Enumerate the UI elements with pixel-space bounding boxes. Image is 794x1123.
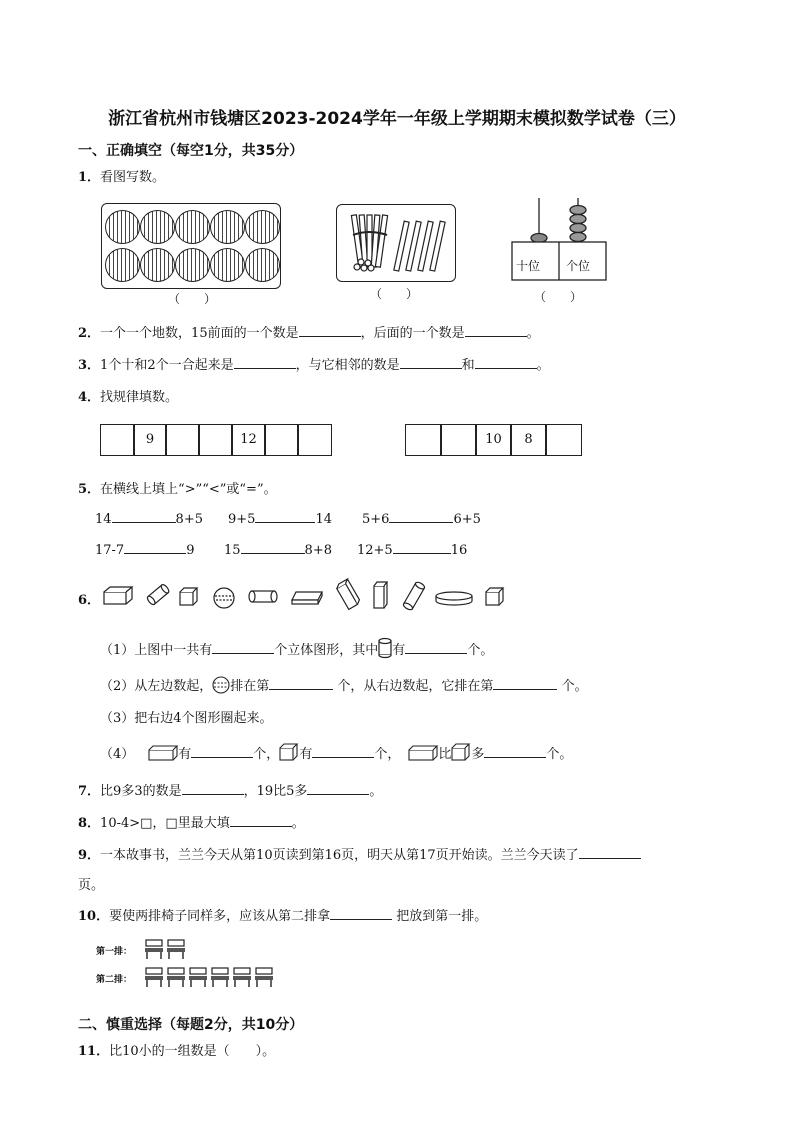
question-1 [78, 166, 165, 185]
sequence-cell[interactable] [264, 424, 299, 456]
sphere-icon [214, 588, 234, 608]
question-number: 2． [78, 326, 101, 341]
question-text: ，后面的一个数是 [360, 326, 465, 341]
answer-blank[interactable] [182, 782, 244, 795]
sequence-cell[interactable] [297, 424, 332, 456]
sequence-cell[interactable]: 9 [133, 424, 167, 456]
question-text: 比9多3的数是 [100, 784, 182, 799]
question-9-cont: 页。 [78, 878, 105, 893]
question-text: 个。 [546, 747, 573, 762]
answer-blank[interactable] [212, 641, 274, 654]
cylinder-icon [402, 581, 425, 611]
compare-item [95, 510, 203, 527]
chairs-illustration [142, 938, 277, 996]
question-number: 11． [78, 1044, 110, 1059]
answer-blank[interactable] [393, 541, 451, 554]
answer-blank[interactable] [330, 907, 392, 920]
cylinder-icon [378, 638, 392, 658]
sequence-cell[interactable] [545, 424, 582, 456]
question-6-part-3: （3）把右边4个图形圈起来。 [100, 711, 273, 726]
watermelon-icon [245, 248, 280, 282]
answer-blank[interactable] [230, 814, 292, 827]
question-text: 个， [253, 747, 280, 762]
abacus-ones-label: 个位 [566, 259, 591, 273]
cube-icon [279, 743, 299, 761]
cuboid-icon [292, 592, 322, 604]
chair-icon [145, 940, 163, 959]
compare-left: 14 [95, 512, 112, 527]
cube-icon [451, 743, 471, 761]
answer-paren: （ ） [534, 290, 583, 304]
question-text: （4） [100, 747, 135, 762]
sticks-box [336, 204, 456, 282]
compare-right: 14 [315, 512, 332, 527]
question-text: ，与它相邻的数是 [295, 358, 400, 373]
question-text: 10-4>□，□里最大填 [100, 816, 230, 831]
cuboid-icon [335, 579, 361, 609]
answer-blank[interactable] [400, 356, 462, 369]
question-text: 在横线上填上“>”“<”或“=”。 [100, 482, 277, 497]
question-text: 有 [299, 747, 313, 762]
question-number: 1． [78, 170, 101, 185]
question-text: 个，从右边数起，它排在第 [333, 679, 494, 694]
question-text: 一个一个地数，15前面的一个数是 [100, 326, 299, 341]
abacus-tens-label: 十位 [516, 259, 541, 273]
compare-right: 8+8 [304, 543, 332, 558]
compare-item [357, 541, 467, 558]
watermelon-icon [210, 248, 245, 282]
answer-blank[interactable] [112, 510, 176, 523]
question-text: 个， [374, 747, 401, 762]
question-5 [78, 478, 277, 497]
answer-blank[interactable] [269, 677, 333, 690]
question-number: 7． [78, 784, 101, 799]
section-1-heading: 一、正确填空（每空1分，共35分） [78, 143, 304, 159]
question-text: 个。 [467, 643, 494, 658]
watermelon-icon [175, 248, 210, 282]
question-number: 5． [78, 482, 101, 497]
cuboid-icon [408, 745, 438, 761]
question-number: 6． [78, 593, 101, 608]
answer-blank[interactable] [579, 846, 641, 859]
answer-blank[interactable] [475, 356, 537, 369]
solid-shapes-row [100, 578, 520, 614]
question-text: （1）上图中一共有 [100, 643, 213, 658]
answer-paren: （ ） [168, 292, 217, 306]
question-11 [78, 1040, 275, 1059]
sequence-cell[interactable]: 12 [231, 424, 266, 456]
question-text: 找规律填数。 [100, 390, 179, 405]
compare-item [95, 541, 195, 558]
compare-right: 6+5 [453, 512, 481, 527]
question-text: 有 [178, 747, 192, 762]
watermelon-icon [140, 210, 175, 244]
question-8 [78, 812, 305, 831]
chair-icon [233, 968, 251, 987]
question-6-part-4 [100, 743, 572, 762]
question-text: （2）从左边数起， [100, 679, 213, 694]
watermelon-icon [245, 210, 280, 244]
question-7 [78, 780, 382, 799]
question-text: 有 [392, 643, 406, 658]
question-number: 9． [78, 848, 101, 863]
question-text: 多 [471, 747, 485, 762]
compare-left: 12+5 [357, 543, 393, 558]
question-text: 排在第 [230, 679, 270, 694]
watermelon-icon [210, 210, 245, 244]
answer-blank[interactable] [405, 641, 467, 654]
question-text: ，19比5多 [243, 784, 308, 799]
question-10 [78, 905, 487, 924]
question-text: 比 [438, 747, 452, 762]
section-2-heading: 二、慎重选择（每题2分，共10分） [78, 1017, 304, 1033]
question-text: 和 [461, 358, 475, 373]
compare-left: 9+5 [228, 512, 256, 527]
question-3 [78, 354, 550, 373]
cuboid-icon [104, 587, 132, 604]
compare-right: 9 [186, 543, 195, 558]
sequence-cell[interactable] [405, 424, 442, 456]
watermelon-icon [105, 248, 140, 282]
cylinder-icon [146, 583, 170, 605]
question-number: 8． [78, 816, 101, 831]
chair-icon [211, 968, 229, 987]
question-text: 。 [526, 326, 540, 341]
stick-bundle-icon [337, 205, 455, 281]
question-text: 一本故事书，兰兰今天从第10页读到第16页，明天从第17页开始读。兰兰今天读了 [100, 848, 579, 863]
answer-blank[interactable] [241, 541, 305, 554]
chair-icon [167, 968, 185, 987]
cube-icon [180, 588, 197, 605]
cuboid-icon [374, 582, 387, 608]
question-number: 4． [78, 390, 101, 405]
watermelon-icon [175, 210, 210, 244]
sequence-cell[interactable] [100, 424, 135, 456]
cylinder-icon [249, 591, 277, 602]
answer-blank[interactable] [465, 324, 527, 337]
question-4 [78, 386, 178, 405]
compare-right: 16 [450, 543, 468, 558]
page-title: 浙江省杭州市钱塘区2023-2024学年一年级上学期期末模拟数学试卷（三） [108, 109, 686, 129]
chair-icon [189, 968, 207, 987]
question-2 [78, 322, 540, 341]
answer-blank[interactable] [307, 782, 369, 795]
answer-blank[interactable] [234, 356, 296, 369]
question-9 [78, 844, 641, 863]
cuboid-icon [148, 745, 178, 761]
watermelon-icon [105, 210, 140, 244]
compare-item [224, 541, 332, 558]
question-text: 1个十和2个一合起来是 [100, 358, 234, 373]
question-6 [78, 589, 100, 608]
compare-left: 5+6 [362, 512, 390, 527]
cylinder-icon [436, 592, 472, 605]
compare-item [362, 510, 481, 527]
question-text: 个。 [557, 679, 588, 694]
answer-blank[interactable] [191, 745, 253, 758]
answer-blank[interactable] [389, 510, 453, 523]
sequence-cell[interactable] [165, 424, 200, 456]
question-text: 。 [536, 358, 550, 373]
answer-blank[interactable] [493, 677, 557, 690]
answer-blank[interactable] [124, 541, 186, 554]
chair-row-2-label: 第二排： [96, 975, 133, 985]
question-text: 比10小的一组数是（ ）。 [109, 1044, 276, 1059]
chair-row-1-label: 第一排： [96, 947, 133, 957]
sphere-icon [212, 676, 230, 694]
compare-right: 8+5 [175, 512, 203, 527]
answer-blank[interactable] [255, 510, 315, 523]
sequence-cell[interactable] [440, 424, 477, 456]
compare-item [228, 510, 332, 527]
watermelon-icon [140, 248, 175, 282]
question-text: 把放到第一排。 [392, 909, 488, 924]
chair-icon [255, 968, 273, 987]
answer-blank[interactable] [299, 324, 361, 337]
compare-left: 15 [224, 543, 241, 558]
answer-blank[interactable] [312, 745, 374, 758]
question-text: 个立体图形，其中 [274, 643, 379, 658]
cube-icon [486, 588, 503, 605]
sequence-cell[interactable]: 10 [475, 424, 512, 456]
chair-icon [145, 968, 163, 987]
compare-left: 17-7 [95, 543, 125, 558]
answer-paren: （ ） [370, 287, 419, 301]
question-text: 。 [291, 816, 305, 831]
answer-blank[interactable] [484, 745, 546, 758]
watermelon-tray [101, 203, 281, 289]
question-number: 10． [78, 909, 110, 924]
chair-icon [167, 940, 185, 959]
sequence-cell[interactable]: 8 [510, 424, 547, 456]
question-number: 3． [78, 358, 101, 373]
question-text: 要使两排椅子同样多，应该从第二排拿 [109, 909, 331, 924]
question-text: 。 [369, 784, 383, 799]
question-6-part-2 [100, 675, 588, 694]
sequence-cell[interactable] [198, 424, 233, 456]
question-text: 看图写数。 [100, 170, 166, 185]
question-6-part-1 [100, 638, 493, 658]
